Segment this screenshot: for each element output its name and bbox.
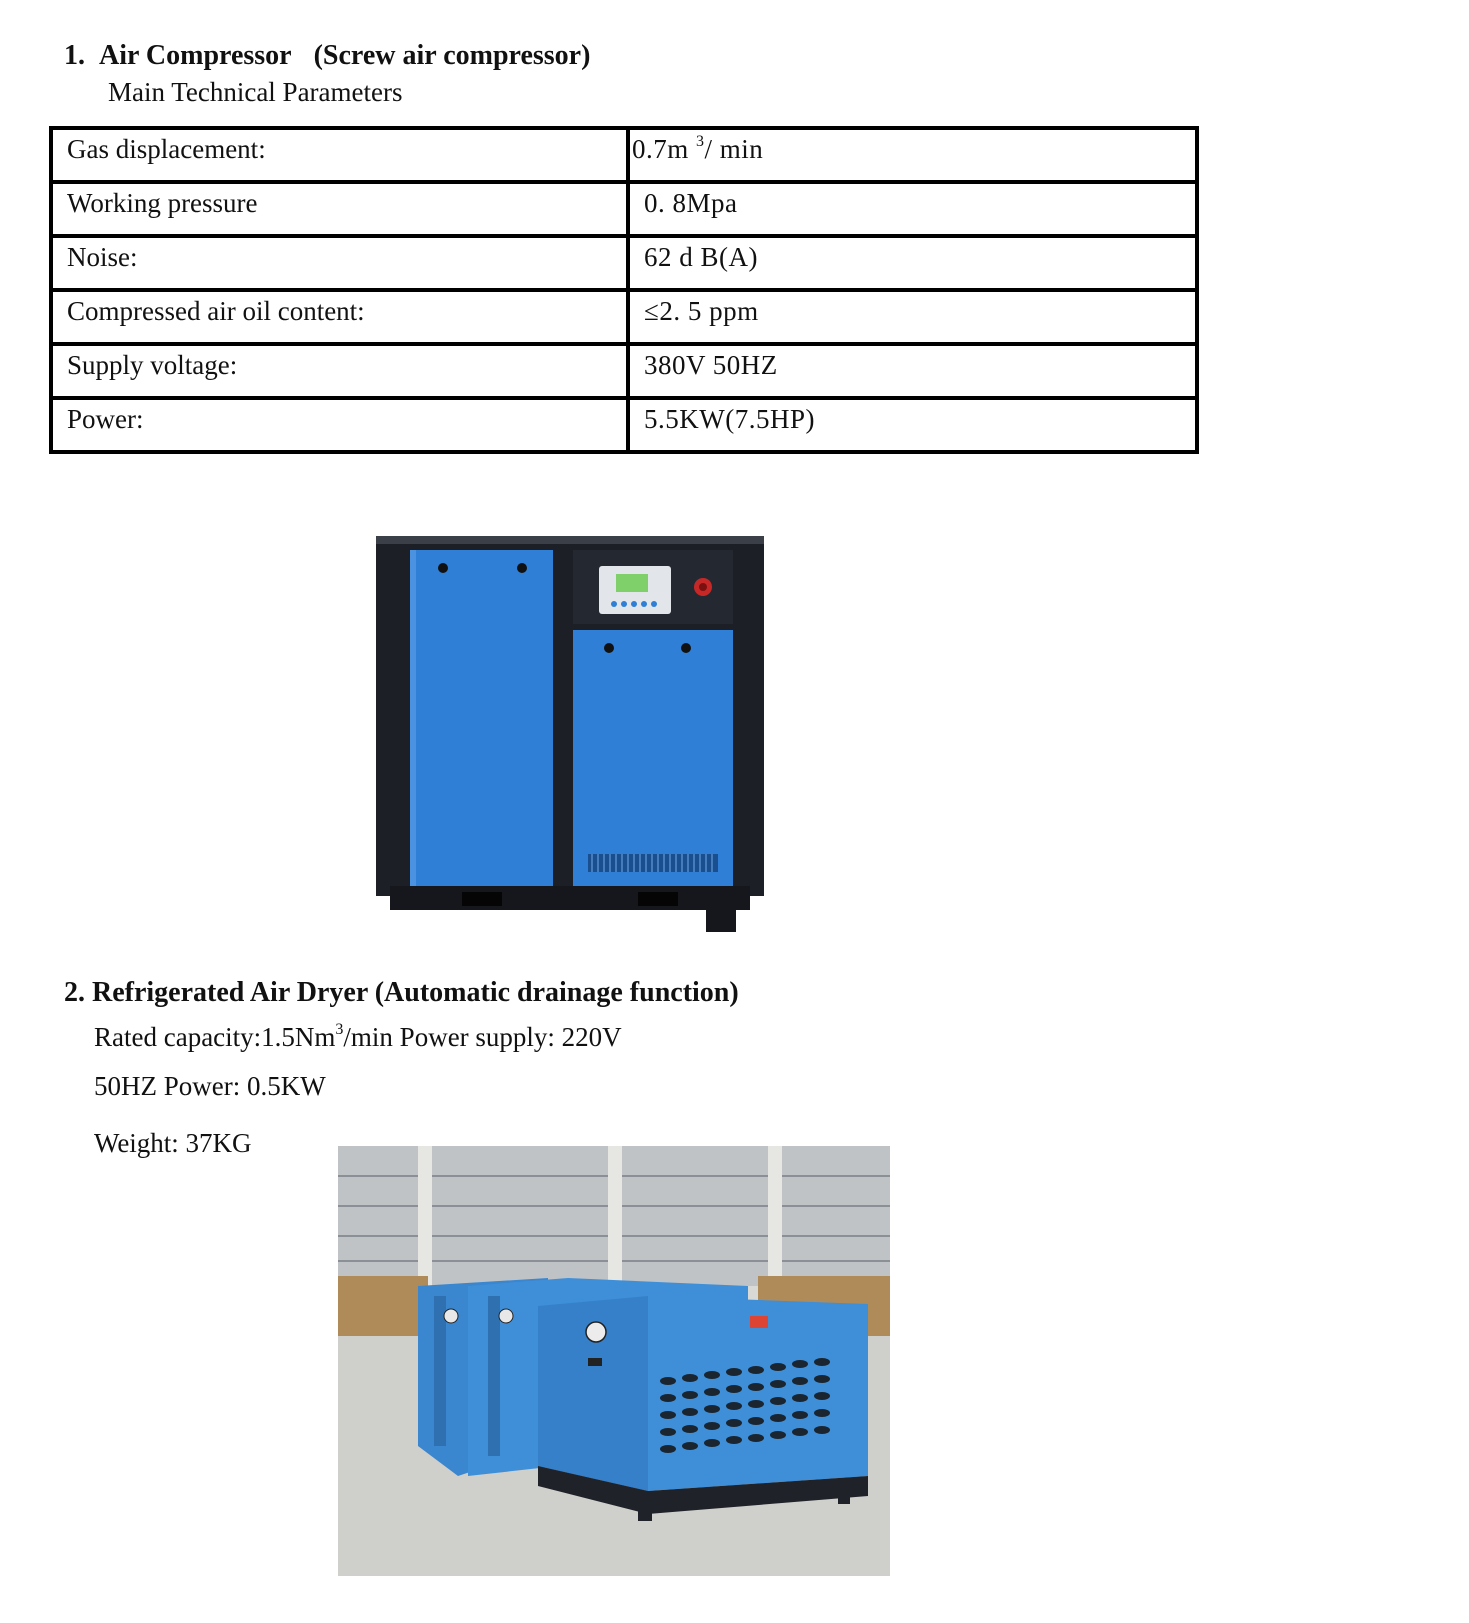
compressor-left-door	[410, 550, 553, 886]
parameter-label: Working pressure	[51, 182, 628, 236]
parameter-value	[628, 128, 1197, 182]
parameter-value-text: 380V 50HZ	[644, 350, 778, 380]
dryer-spec-line-1-sup: 3	[335, 1021, 344, 1038]
parameter-value-text: ≤2. 5 ppm	[644, 296, 759, 326]
dryer-spec-line-1	[94, 1022, 622, 1053]
dryer-gauge	[586, 1322, 606, 1342]
dryer-spec-line-1-post: /min Power supply: 220V	[343, 1022, 622, 1052]
parameter-row	[51, 182, 1197, 236]
parameter-value-sup: 3	[696, 133, 705, 150]
section-1-heading	[64, 40, 590, 72]
parameter-row	[51, 290, 1197, 344]
dryer-spec-line-2: 50HZ Power: 0.5KW	[94, 1071, 326, 1101]
compressor-right-door	[573, 630, 733, 886]
parameter-label: Noise:	[51, 236, 628, 290]
parameter-row	[51, 344, 1197, 398]
section-2-heading: 2. Refrigerated Air Dryer (Automatic drainage function)	[64, 977, 739, 1008]
parameter-row	[51, 398, 1197, 452]
parameter-value-text: 62 d B(A)	[644, 242, 758, 272]
parameter-label: Supply voltage:	[51, 344, 628, 398]
section-1-title: Air Compressor	[99, 40, 292, 71]
parameter-value	[628, 290, 1197, 344]
controller-display	[616, 574, 648, 592]
parameter-value-text: 5.5KW(7.5HP)	[644, 404, 815, 434]
parameter-value-text: 0. 8Mpa	[644, 188, 738, 218]
parameter-label: Gas displacement:	[51, 128, 628, 182]
dryer-spec-line-1-text: Rated capacity:1.5Nm	[94, 1022, 336, 1052]
parameter-row	[51, 236, 1197, 290]
parameter-value-text: 0.7m	[632, 134, 689, 164]
section-1-subtitle: Main Technical Parameters	[108, 77, 403, 107]
air-dryer-photo	[338, 1146, 890, 1576]
dryer-spec-line-3: Weight: 37KG	[94, 1128, 252, 1158]
parameter-label: Power:	[51, 398, 628, 452]
technical-parameters-table	[49, 126, 1199, 454]
parameter-value	[628, 344, 1197, 398]
parameter-value-post: / min	[704, 134, 764, 164]
parameter-row	[51, 128, 1197, 182]
parameter-value	[628, 236, 1197, 290]
parameter-value	[628, 182, 1197, 236]
parameter-label: Compressed air oil content:	[51, 290, 628, 344]
parameter-value	[628, 398, 1197, 452]
section-1-title-paren: (Screw air compressor)	[313, 40, 591, 71]
air-compressor-photo	[376, 536, 766, 932]
compressor-base	[390, 886, 750, 910]
section-1-number: 1.	[64, 40, 85, 71]
